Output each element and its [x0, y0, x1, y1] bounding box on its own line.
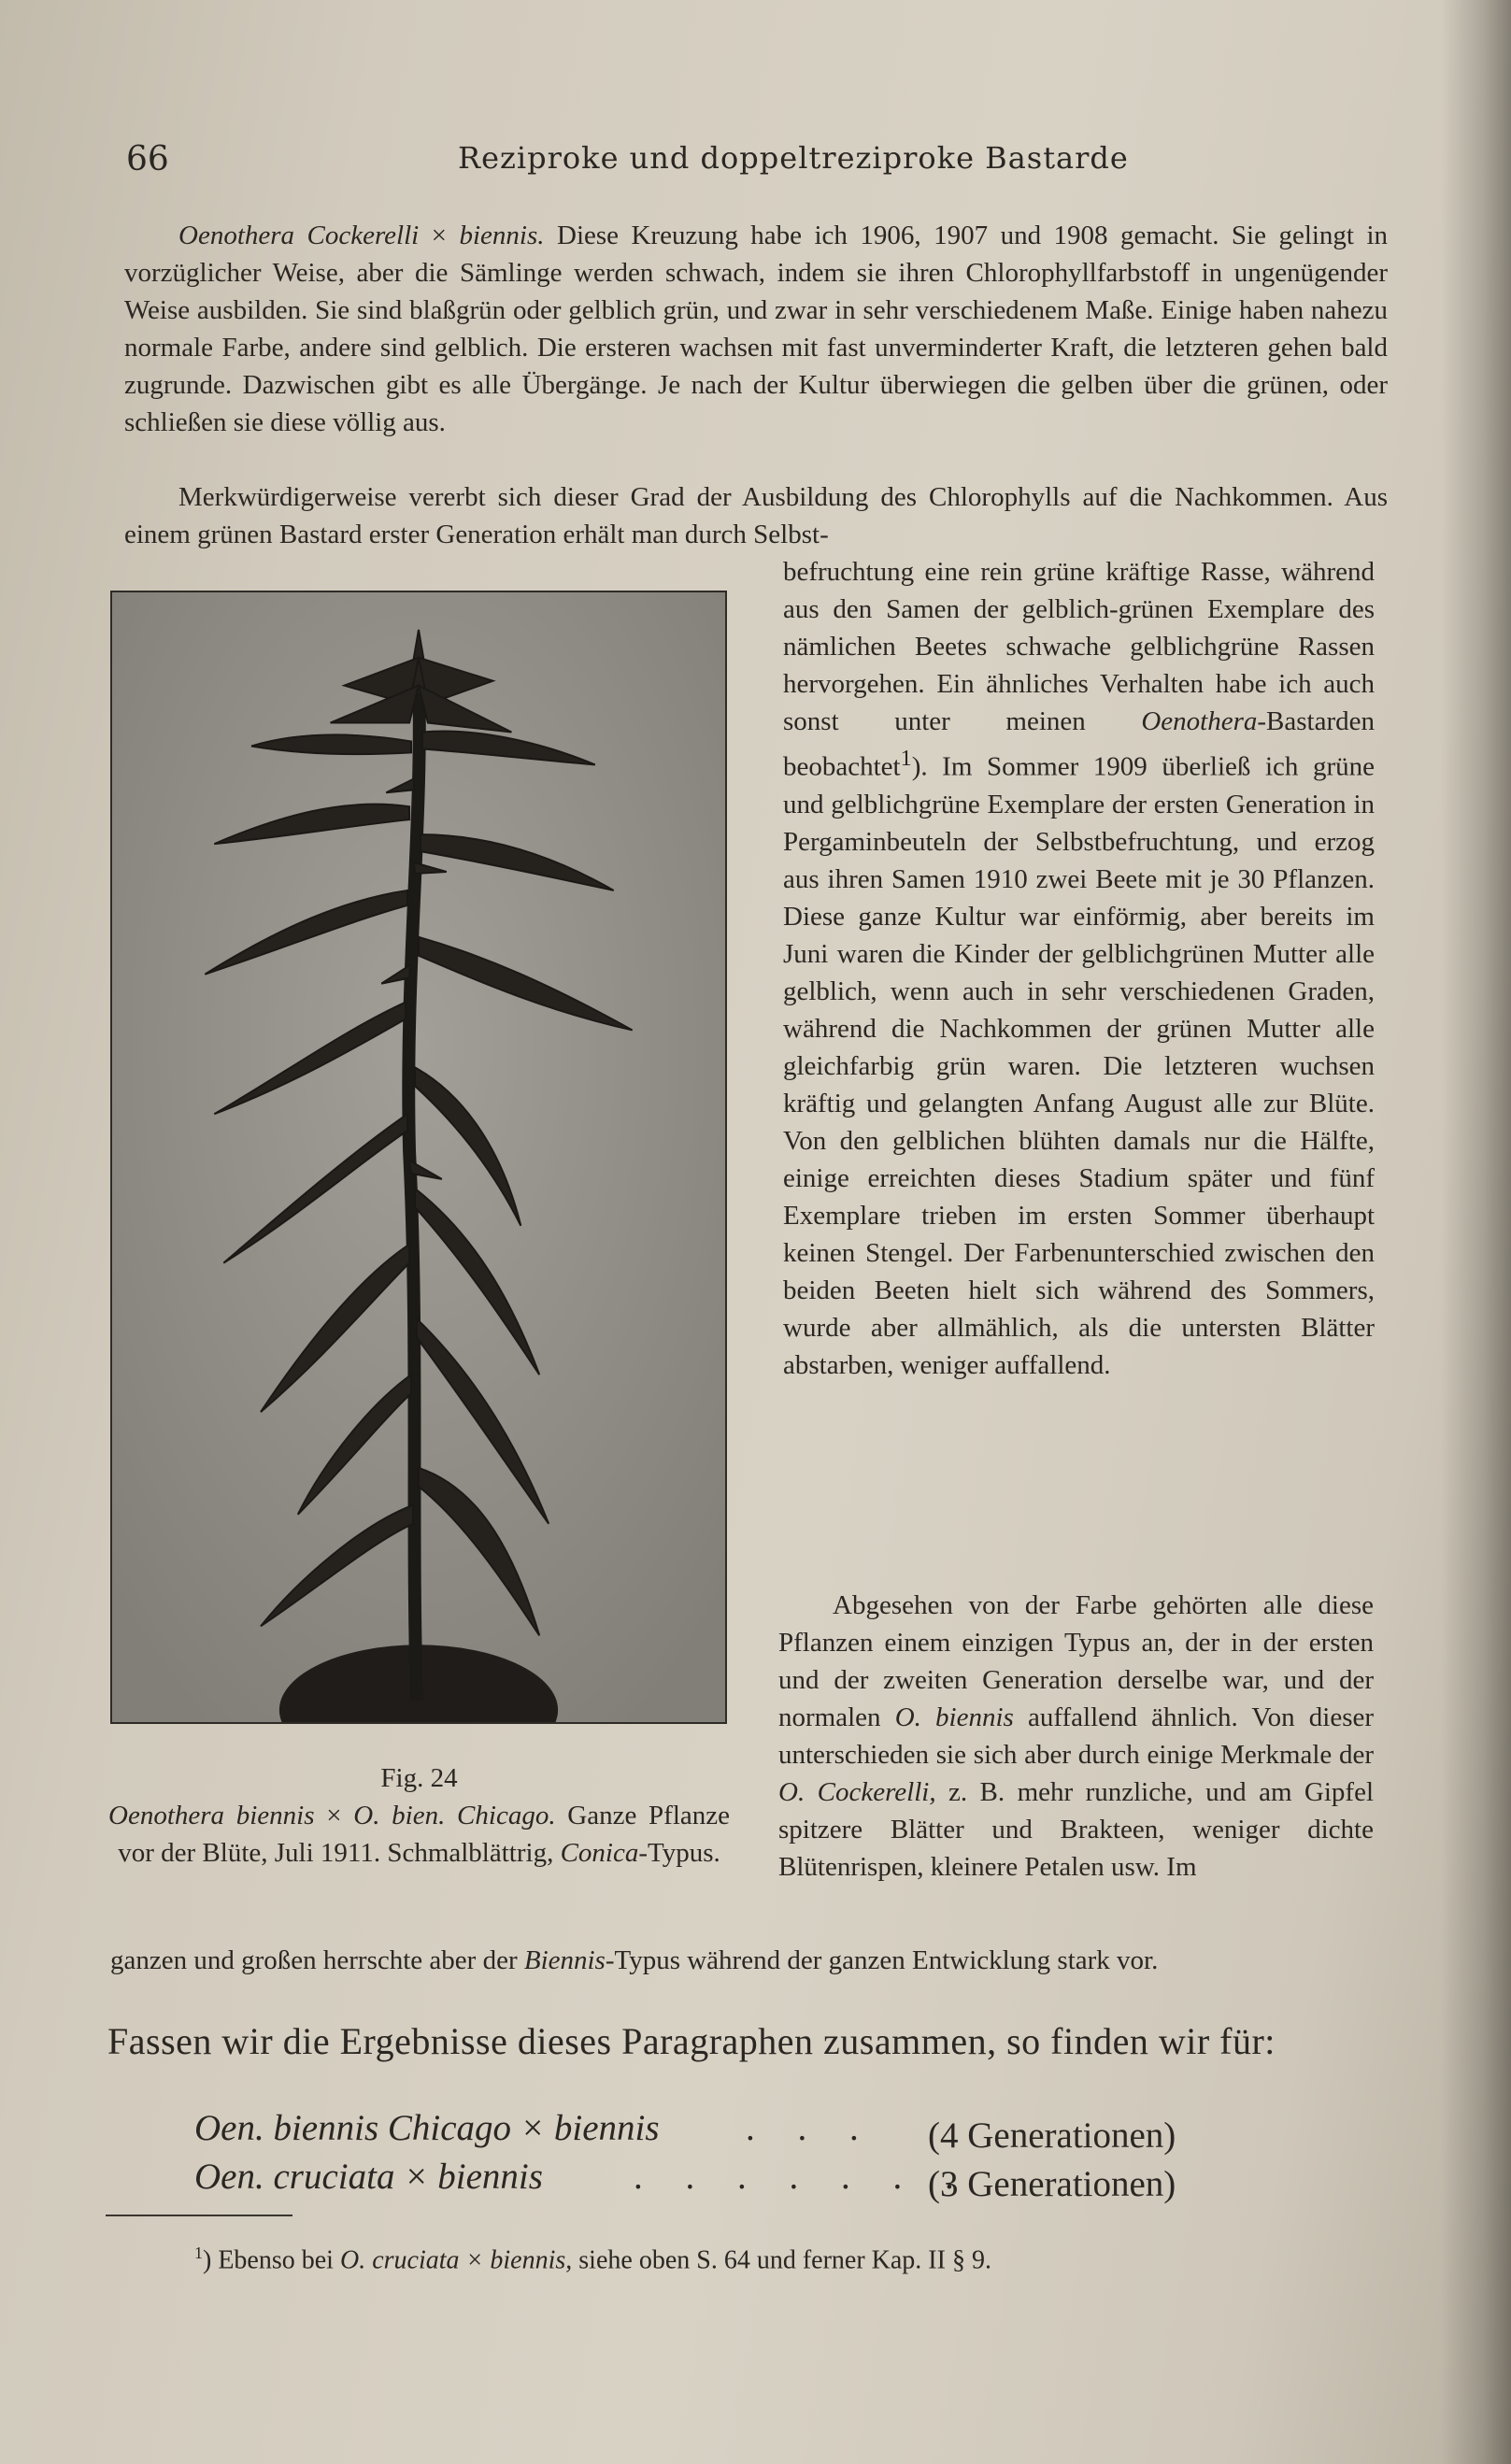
species-name: biennis. [459, 221, 545, 250]
paragraph-cockerelli [124, 217, 1388, 441]
summary-cross: Oen. biennis Chicago × biennis [194, 2108, 660, 2148]
species-name: O. biennis [894, 1702, 1014, 1732]
paragraph-text: auffallend ähnlich. Von dieser unterschieden sie sich aber durch einige Merkmale der [778, 1702, 1375, 1770]
type-name: Conica [560, 1838, 639, 1868]
paragraph-continuation [110, 1942, 1374, 1979]
running-head: Reziproke und doppeltreziproke Bastarde [458, 140, 1129, 176]
paragraph-type [778, 1587, 1374, 1886]
paragraph-text: Abgesehen von der Farbe gehörten alle diese Pflanzen einem einzigen Typus an, der in der ersten und der zweiten Generation derselbe war, und der normalen [778, 1590, 1374, 1732]
paragraph-text: -Bastarden beobachtet [783, 706, 1375, 782]
paragraph-text: Diese Kreuzung habe ich 1906, 1907 und 1908 gemacht. Sie gelingt in vorzüglicher Weise, aber die Sämlinge werden schwach, indem sie ihren Chlorophyllfarbstoff in ungenügender Weise ausbilden. Sie sind blaßgrün oder gelblich grün, und zwar in sehr verschiedenem Maße. Einige haben nahezu normale Farbe, andere sind gelblich. Die ersteren wachsen mit fast unverminderter Kraft, die letzteren gehen bald zugrunde. Dazwischen gibt es alle Übergänge. Je nach der Kultur überwiegen die gelben über die grünen, oder schließen sie diese völlig aus. [124, 221, 1389, 437]
summary-generations: (4 Generationen) [928, 2115, 1176, 2156]
caption-body: Ganze Pflanze vor der Blüte, Juli 1911. Schmalblättrig, [118, 1801, 730, 1868]
species-name: O. cruciata × biennis, [339, 2245, 573, 2275]
summary-list [194, 2107, 1232, 2204]
species-name: O. bien. Chicago. [353, 1801, 556, 1830]
paragraph-column [783, 553, 1375, 1384]
footnote-marker: 1 [900, 746, 912, 771]
footnote-rule [106, 2215, 292, 2216]
caption-body: -Typus. [638, 1838, 720, 1868]
footnote-text: ) Ebenso bei [203, 2245, 334, 2275]
paragraph-text: z. B. mehr runzliche, und am Gipfel spitzere Blätter und Brakteen, weniger dichte Blütenrispen, kleinere Petalen usw. Im [778, 1777, 1375, 1882]
paragraph-text: -Typus während der ganzen Entwicklung stark vor. [605, 1945, 1159, 1975]
paragraph-inheritance [124, 478, 1388, 553]
footnote [194, 2235, 1372, 2278]
plant-illustration [112, 592, 725, 1722]
paragraph-text: Merkwürdigerweise vererbt sich dieser Grad der Ausbildung des Chlorophylls auf die Nachkommen. Aus einem grünen Bastard erster Generation erhält man durch Selbst- [124, 482, 1388, 549]
cross-symbol: × [431, 221, 448, 250]
leader-dots: . . . [746, 2108, 876, 2148]
caption-text [108, 1797, 730, 1872]
figure-label: Fig. 24 [380, 1763, 458, 1793]
paragraph-text: ). Im Sommer 1909 überließ ich grüne und gelblichgrüne Exemplare der ersten Generation in Pergaminbeuteln der Selbstbefruchtung, und erzog aus ihren Samen 1910 zwei Beete mit je 30 Pflanzen. Diese ganze Kultur war einförmig, aber bereits im Juni waren die Kinder der gelblichgrünen Mutter alle gelblich, wenn auch in sehr verschiedenen Graden, während die Nachkommen der grünen Mutter alle gleichfarbig grün waren. Die letzteren wuchsen kräftig und gelangten Anfang August alle zur Blüte. Von den gelblichen blühten damals nur die Hälfte, einige erreichten dieses Stadium später und fünf Exemplare trieben im ersten Sommer überhaupt keinen Stengel. Der Farbenunterschied zwischen den beiden Beeten hielt sich während des Sommers, wurde aber allmählich, als die untersten Blätter abstarben, weniger auffallend. [783, 751, 1375, 1380]
summary-generations: (3 Generationen) [928, 2164, 1176, 2204]
paragraph-text: befruchtung eine rein grüne kräftige Rasse, während aus den Samen der gelblich-grünen Exemplare des nämlichen Beetes schwache gelblichgrüne Rassen hervorgehen. Ein ähnliches Verhalten habe ich auch sonst unter meinen [783, 557, 1375, 736]
figure-caption [108, 1759, 730, 1872]
page-fold-shadow [1441, 0, 1511, 2464]
leader-dots: . . . . . . . [634, 2157, 971, 2197]
genus-name: Oenothera [1141, 706, 1258, 736]
plant-photograph [110, 591, 727, 1724]
summary-intro: Fassen wir die Ergebnisse dieses Paragraphen zusammen, so finden wir für: [107, 2020, 1276, 2062]
type-name: Biennis [523, 1945, 606, 1975]
species-name: O. Cockerelli, [778, 1777, 936, 1807]
footnote-marker: 1 [194, 2243, 203, 2262]
summary-cross: Oen. cruciata × biennis [194, 2157, 543, 2197]
species-name: Oenothera Cockerelli [178, 221, 420, 250]
species-name: Oenothera biennis [108, 1801, 315, 1830]
summary-row [194, 2107, 1232, 2156]
page-number: 66 [126, 140, 169, 178]
cross-symbol: × [326, 1801, 342, 1830]
summary-row [194, 2156, 1232, 2204]
page-header [0, 140, 1511, 187]
footnote-text: siehe oben S. 64 und ferner Kap. II § 9. [578, 2245, 991, 2275]
paragraph-text: ganzen und großen herrschte aber der [110, 1945, 518, 1975]
